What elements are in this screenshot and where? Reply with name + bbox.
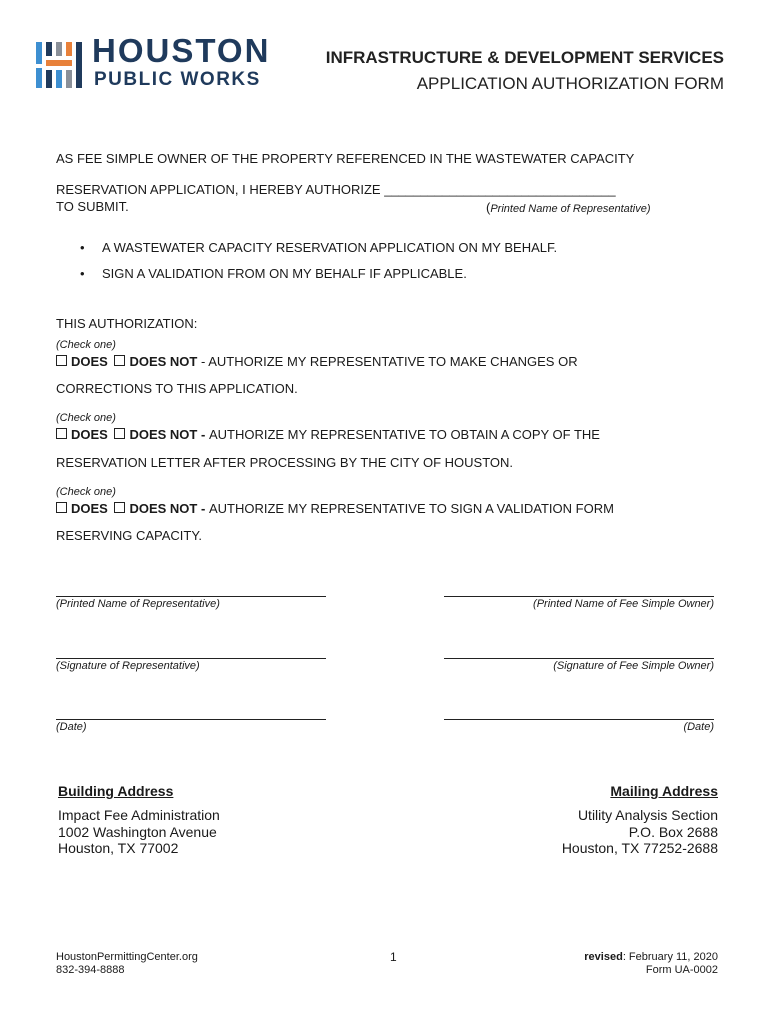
authorization-option-2-cont: RESERVATION LETTER AFTER PROCESSING BY THE CITY OF HOUSTON.	[56, 455, 514, 470]
owner-date-label: (Date)	[683, 721, 714, 733]
does-not-checkbox[interactable]	[114, 502, 125, 513]
intro-authorize-text: RESERVATION APPLICATION, I HEREBY AUTHORIZE	[56, 182, 381, 197]
building-address: Impact Fee Administration 1002 Washington Avenue Houston, TX 77002	[58, 807, 220, 856]
owner-name-line[interactable]	[444, 596, 714, 597]
does-not-checkbox[interactable]	[114, 428, 125, 439]
footer-revision: revised: February 11, 2020 Form UA-0002	[584, 951, 718, 976]
logo-houston-text: HOUSTON	[92, 32, 271, 69]
building-address-heading: Building Address	[58, 783, 174, 799]
logo-mark-icon	[34, 38, 84, 92]
logo-public-works-text: PUBLIC WORKS	[94, 69, 261, 90]
representative-name-line[interactable]	[56, 596, 326, 597]
bullet-dot: •	[80, 266, 85, 281]
owner-signature-line[interactable]	[444, 658, 714, 659]
bullet-item: A WASTEWATER CAPACITY RESERVATION APPLICATION ON MY BEHALF.	[102, 240, 558, 255]
representative-signature-line[interactable]	[56, 658, 326, 659]
check-one-label: (Check one)	[56, 486, 116, 498]
does-checkbox[interactable]	[56, 355, 67, 366]
check-one-label: (Check one)	[56, 339, 116, 351]
representative-signature-label: (Signature of Representative)	[56, 660, 200, 672]
owner-name-label: (Printed Name of Fee Simple Owner)	[533, 598, 714, 610]
representative-date-line[interactable]	[56, 719, 326, 720]
department-title: INFRASTRUCTURE & DEVELOPMENT SERVICES	[325, 48, 724, 67]
authorization-option-1: DOES DOES NOT - AUTHORIZE MY REPRESENTATIVE TO MAKE CHANGES OR	[56, 354, 578, 370]
intro-line-1: AS FEE SIMPLE OWNER OF THE PROPERTY REFERENCED IN THE WASTEWATER CAPACITY	[56, 151, 635, 166]
intro-rep-label: (Printed Name of Representative)	[486, 200, 651, 215]
bullet-item: SIGN A VALIDATION FROM ON MY BEHALF IF APPLICABLE.	[102, 266, 467, 281]
mailing-address: Utility Analysis Section P.O. Box 2688 Houston, TX 77252-2688	[561, 807, 718, 856]
authorization-option-3: DOES DOES NOT - AUTHORIZE MY REPRESENTATIVE TO SIGN A VALIDATION FORM	[56, 501, 614, 517]
does-checkbox[interactable]	[56, 502, 67, 513]
representative-date-label: (Date)	[56, 721, 87, 733]
authorization-option-1-cont: CORRECTIONS TO THIS APPLICATION.	[56, 381, 298, 396]
authorization-option-2: DOES DOES NOT - AUTHORIZE MY REPRESENTATIVE TO OBTAIN A COPY OF THE	[56, 427, 600, 443]
does-not-checkbox[interactable]	[114, 355, 125, 366]
footer-phone: 832-394-8888	[56, 964, 125, 976]
owner-signature-label: (Signature of Fee Simple Owner)	[553, 660, 714, 672]
authorization-option-3-cont: RESERVING CAPACITY.	[56, 528, 202, 543]
mailing-address-heading: Mailing Address	[610, 783, 718, 799]
form-number: Form UA-0002	[645, 964, 718, 976]
page-number: 1	[390, 950, 397, 964]
form-title: APPLICATION AUTHORIZATION FORM	[416, 74, 724, 93]
representative-name-blank[interactable]: ________________________________	[384, 182, 616, 197]
intro-line-2	[56, 182, 616, 198]
representative-name-label: (Printed Name of Representative)	[56, 598, 220, 610]
does-checkbox[interactable]	[56, 428, 67, 439]
bullet-dot: •	[80, 240, 85, 255]
authorization-heading: THIS AUTHORIZATION:	[56, 316, 198, 331]
intro-line-3: TO SUBMIT.	[56, 199, 129, 214]
footer-contact	[56, 951, 198, 977]
footer-website[interactable]: HoustonPermittingCenter.org	[56, 951, 198, 963]
check-one-label: (Check one)	[56, 412, 116, 424]
owner-date-line[interactable]	[444, 719, 714, 720]
